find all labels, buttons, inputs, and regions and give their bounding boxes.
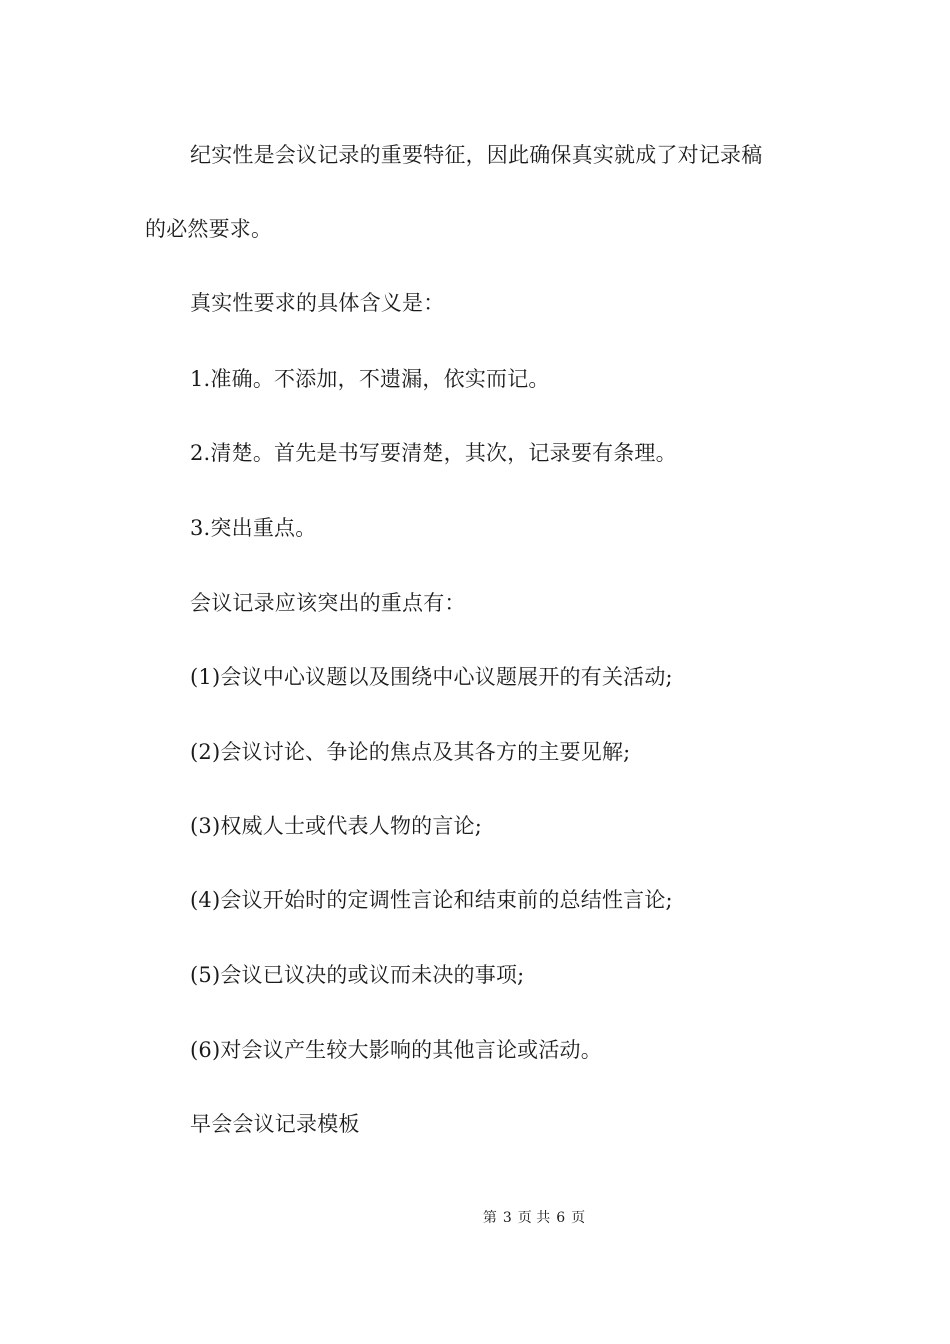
paragraph-1-continuation: 的必然要求。 xyxy=(145,217,273,241)
footer-total-pages: 6 xyxy=(556,1210,566,1226)
paragraph-2: 真实性要求的具体含义是： xyxy=(190,291,445,315)
sub-item-1: (1)会议中心议题以及围绕中心议题展开的有关活动; xyxy=(190,665,673,689)
footer-prefix: 第 xyxy=(482,1210,497,1226)
list-item-3: 3.突出重点。 xyxy=(190,516,317,540)
list-item-2: 2.清楚。首先是书写要清楚，其次，记录要有条理。 xyxy=(190,441,677,465)
sub-item-5: (5)会议已议决的或议而未决的事项; xyxy=(190,963,525,987)
sub-item-4: (4)会议开始时的定调性言论和结束前的总结性言论; xyxy=(190,888,673,912)
sub-item-2: (2)会议讨论、争论的焦点及其各方的主要见解; xyxy=(190,740,631,764)
footer-suffix: 页 xyxy=(571,1210,586,1226)
sub-item-3: (3)权威人士或代表人物的言论; xyxy=(190,814,483,838)
page-footer xyxy=(0,1208,950,1228)
sub-item-6: (6)对会议产生较大影响的其他言论或活动。 xyxy=(190,1038,602,1062)
paragraph-3: 会议记录应该突出的重点有： xyxy=(190,591,466,615)
footer-middle: 页 共 xyxy=(517,1210,551,1226)
footer-page-number: 3 xyxy=(502,1210,512,1226)
list-item-1: 1.准确。不添加，不遗漏，依实而记。 xyxy=(190,367,550,391)
section-heading: 早会会议记录模板 xyxy=(190,1112,360,1136)
paragraph-1: 纪实性是会议记录的重要特征，因此确保真实就成了对记录稿 xyxy=(190,143,763,167)
